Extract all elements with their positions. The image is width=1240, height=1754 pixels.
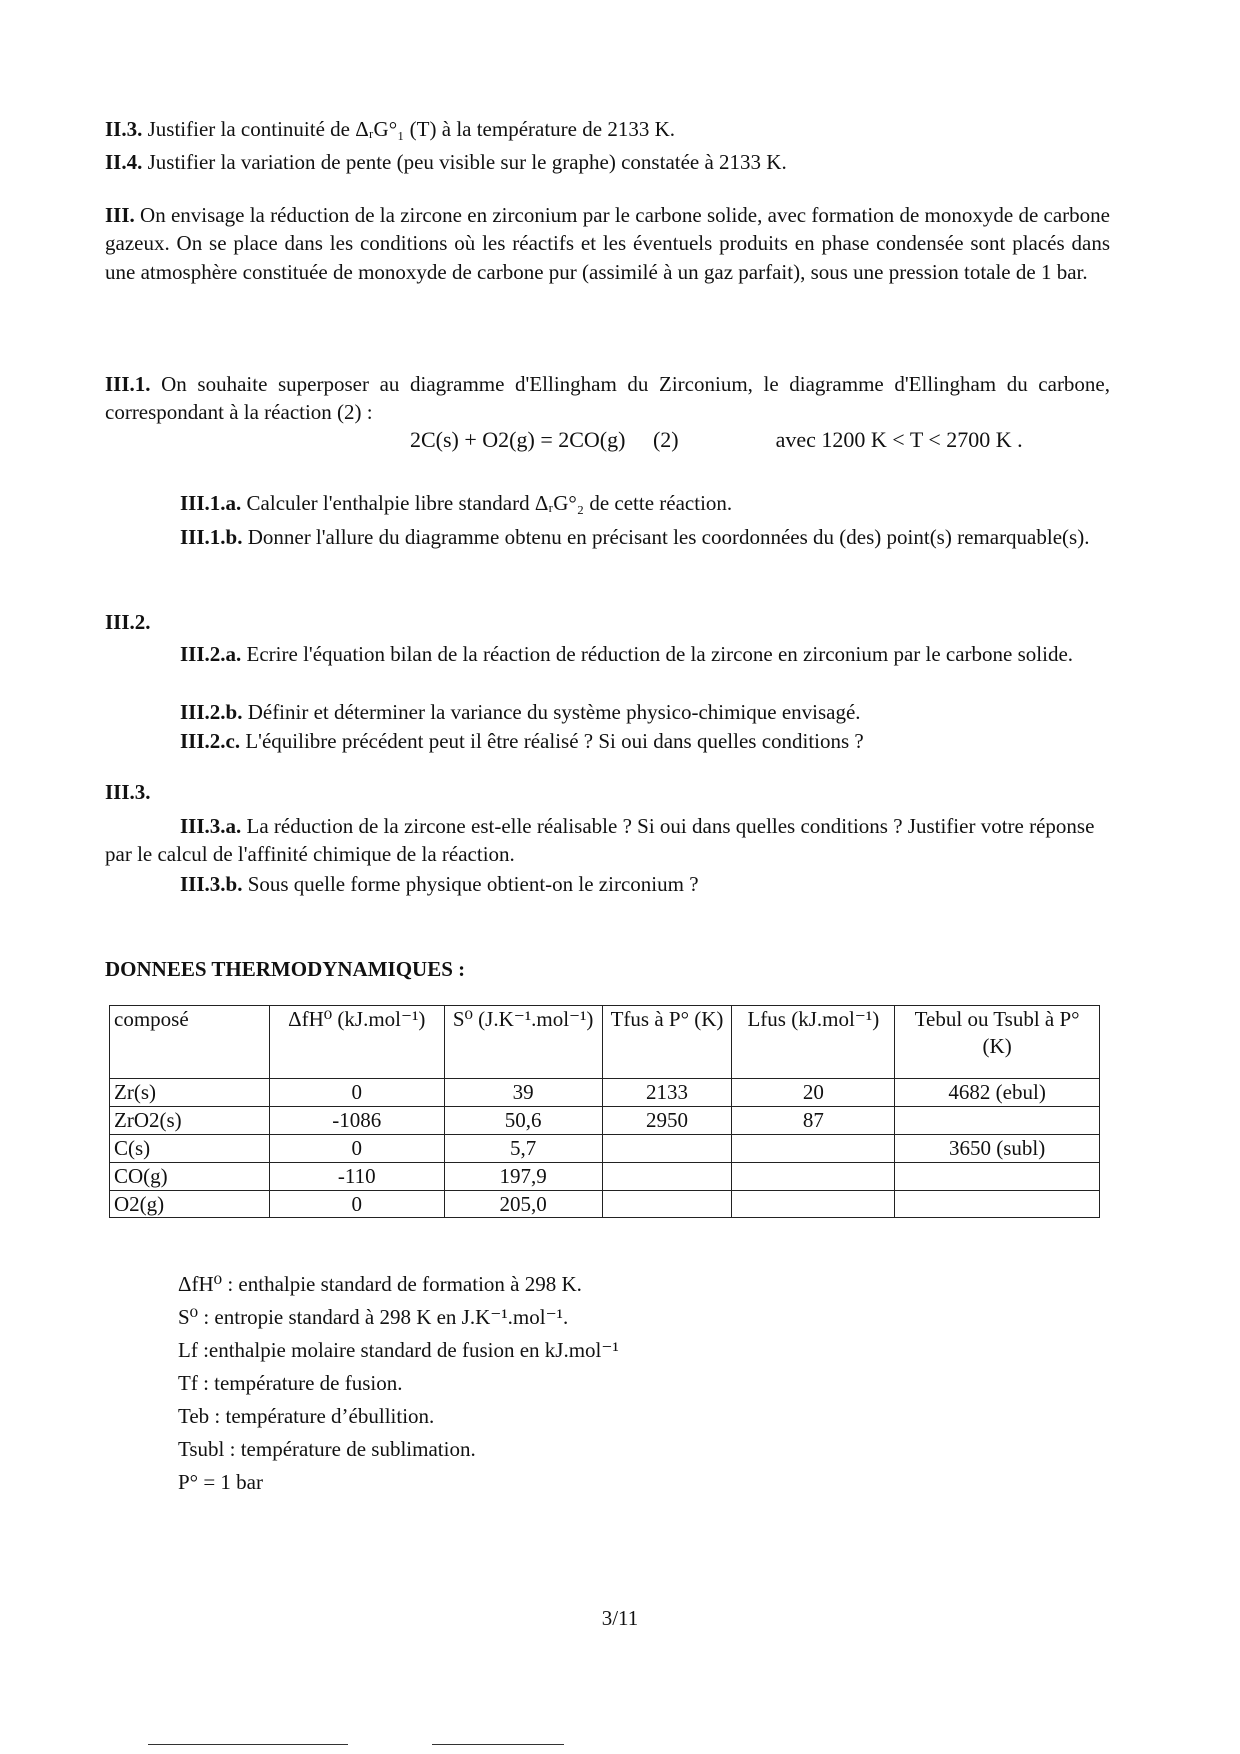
question-III: III. On envisage la réduction de la zircone en zirconium par le carbone solide, avec formation de monoxyde de carbone gazeux. On se place dans les conditions où les réactifs et les éventuels produits en phase condensée sont placés dans une atmosphère constituée de monoxyde de carbone pur (assimilé à un gaz parfait), sous une pression totale de 1 bar. <box>105 203 1110 284</box>
table-cell: 0 <box>269 1190 444 1218</box>
reaction-label: (2) <box>652 427 679 452</box>
table-cell <box>732 1134 895 1162</box>
question-III-2: III.2. <box>105 610 151 634</box>
page-number: 3/11 <box>601 1606 639 1630</box>
table-header-cell: Tebul ou Tsubl à P° (K) <box>895 1006 1100 1079</box>
question-II-4: II.4. Justifier la variation de pente (peu visible sur le graphe) constatée à 2133 K. <box>105 150 787 174</box>
thermo-data-table <box>109 1005 1100 1218</box>
table-header-row <box>110 1006 1100 1079</box>
reaction-condition: avec 1200 K < T < 2700 K . <box>775 427 1023 452</box>
table-cell: CO(g) <box>110 1162 270 1190</box>
question-III-1-b: III.1.b. Donner l'allure du diagramme obtenu en précisant les coordonnées du (des) point(s) remarquable(s). <box>180 525 1090 549</box>
table-cell: 0 <box>269 1134 444 1162</box>
table-header-cell: S⁰ (J.K⁻¹.mol⁻¹) <box>444 1006 602 1079</box>
table-cell <box>602 1162 732 1190</box>
table-cell: -110 <box>269 1162 444 1190</box>
question-III-2-b: III.2.b. Définir et déterminer la variance du système physico-chimique envisagé. <box>180 700 861 724</box>
legend-item: P° = 1 bar <box>178 1470 263 1494</box>
table-cell: 39 <box>444 1079 602 1107</box>
table-cell <box>602 1134 732 1162</box>
table-cell <box>732 1190 895 1218</box>
question-III-1-a: III.1.a. Calculer l'enthalpie libre standard ΔᵣG°₂ de cette réaction. <box>180 491 733 515</box>
table-cell: 3650 (subl) <box>895 1134 1100 1162</box>
question-III-2-a: III.2.a. Ecrire l'équation bilan de la réaction de réduction de la zircone en zirconium par le carbone solide. <box>180 642 1074 666</box>
reaction-equation <box>410 425 1023 455</box>
table-cell: 197,9 <box>444 1162 602 1190</box>
question-III-3: III.3. <box>105 780 151 804</box>
table-cell <box>895 1162 1100 1190</box>
table-cell: 2950 <box>602 1106 732 1134</box>
table-cell <box>602 1190 732 1218</box>
question-III-3-a: III.3.a. La réduction de la zircone est-elle réalisable ? Si oui dans quelles conditions ? Justifier votre réponse par le calcul de l'affinité chimique de la réaction. <box>105 814 1095 867</box>
table-row <box>110 1079 1100 1107</box>
table-header-cell: Lfus (kJ.mol⁻¹) <box>732 1006 895 1079</box>
table-cell: C(s) <box>110 1134 270 1162</box>
table-cell <box>895 1190 1100 1218</box>
table-row <box>110 1190 1100 1218</box>
legend-item: Tsubl : température de sublimation. <box>178 1437 476 1461</box>
table-row <box>110 1106 1100 1134</box>
legend-item: Tf : température de fusion. <box>178 1371 403 1395</box>
question-III-1: III.1. On souhaite superposer au diagramme d'Ellingham du Zirconium, le diagramme d'Ellingham du carbone, correspondant à la réaction (2) : <box>105 372 1111 425</box>
table-cell: 2133 <box>602 1079 732 1107</box>
table-cell: ZrO2(s) <box>110 1106 270 1134</box>
table-header-cell: Tfus à P° (K) <box>602 1006 732 1079</box>
table-header-cell: ΔfH⁰ (kJ.mol⁻¹) <box>269 1006 444 1079</box>
table-header-cell: composé <box>110 1006 270 1079</box>
table-cell: -1086 <box>269 1106 444 1134</box>
symbol-legend <box>178 1270 619 1501</box>
reaction-formula: 2C(s) + O2(g) = 2CO(g) <box>410 427 626 452</box>
question-III-3-b: III.3.b. Sous quelle forme physique obtient-on le zirconium ? <box>180 872 699 896</box>
question-II-3: II.3. Justifier la continuité de ΔᵣG°₁ (T) à la température de 2133 K. <box>105 117 675 141</box>
question-III-2-c: III.2.c. L'équilibre précédent peut il être réalisé ? Si oui dans quelles conditions ? <box>180 729 864 753</box>
table-cell: 87 <box>732 1106 895 1134</box>
table-cell: O2(g) <box>110 1190 270 1218</box>
legend-item: Teb : température d’ébullition. <box>178 1404 435 1428</box>
legend-item: Lf :enthalpie molaire standard de fusion en kJ.mol⁻¹ <box>178 1338 619 1362</box>
table-cell <box>895 1106 1100 1134</box>
table-cell <box>732 1162 895 1190</box>
footer-rule <box>148 1744 348 1745</box>
table-cell: 20 <box>732 1079 895 1107</box>
table-row <box>110 1162 1100 1190</box>
table-cell: Zr(s) <box>110 1079 270 1107</box>
table-cell: 205,0 <box>444 1190 602 1218</box>
table-cell: 50,6 <box>444 1106 602 1134</box>
table-cell: 4682 (ebul) <box>895 1079 1100 1107</box>
table-cell: 5,7 <box>444 1134 602 1162</box>
table-cell: 0 <box>269 1079 444 1107</box>
footer-rule <box>432 1744 564 1745</box>
table-row <box>110 1134 1100 1162</box>
legend-item: ΔfH⁰ : enthalpie standard de formation à 298 K. <box>178 1272 582 1296</box>
thermo-data-heading: DONNEES THERMODYNAMIQUES : <box>105 957 466 981</box>
legend-item: S⁰ : entropie standard à 298 K en J.K⁻¹.mol⁻¹. <box>178 1305 569 1329</box>
